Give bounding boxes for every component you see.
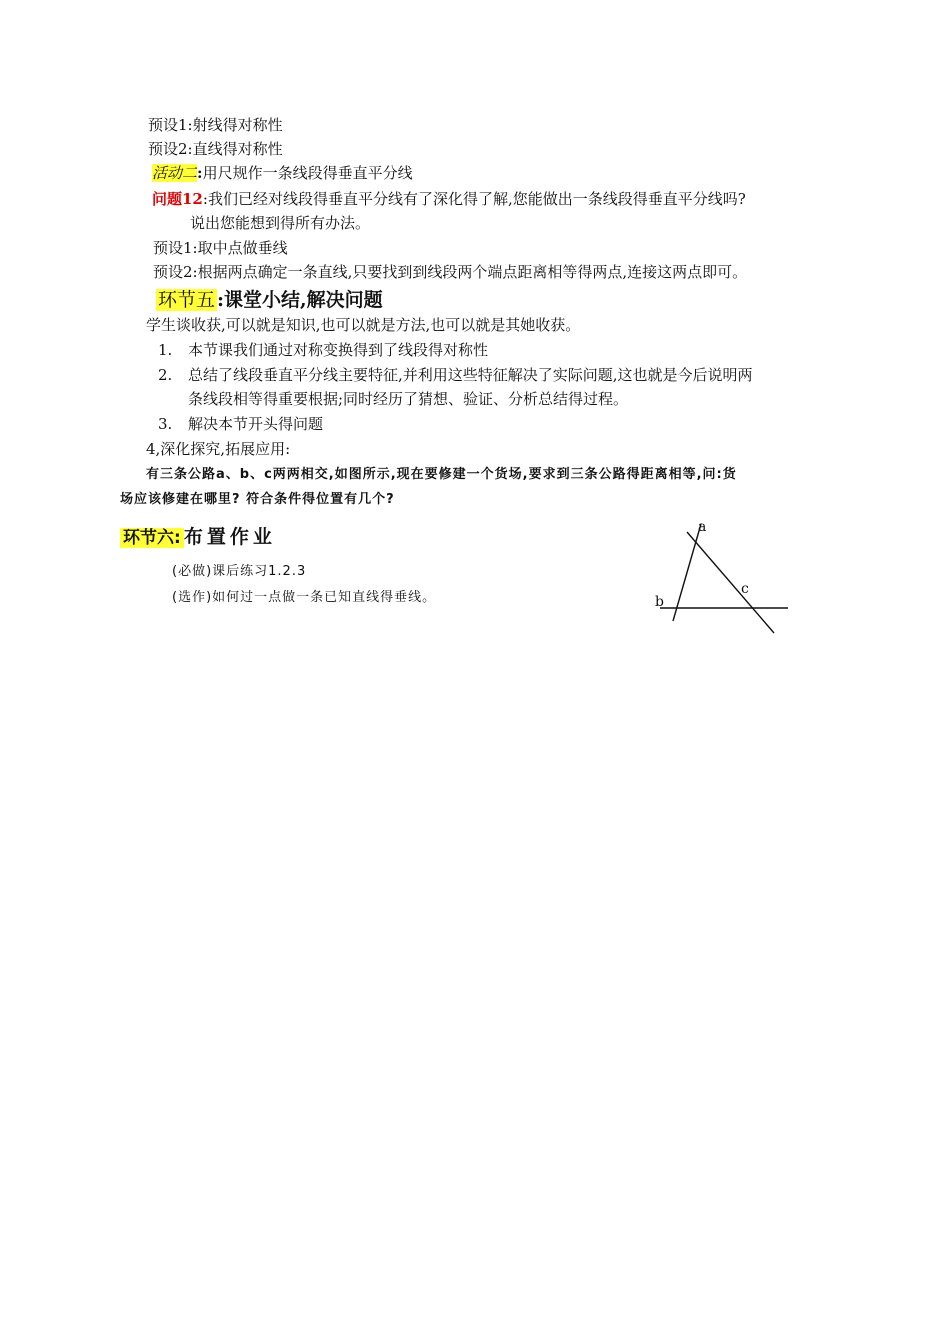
summary-item-3 (158, 414, 323, 434)
preset-ray-symmetry: 预设1:射线得对称性 (148, 116, 283, 134)
summary-item-1-num: 1. (158, 341, 173, 359)
summary-item-1-text: 本节课我们通过对称变换得到了线段得对称性 (188, 341, 489, 359)
summary-item-3-num: 3. (158, 415, 173, 433)
section-six-label: 环节六: (120, 528, 184, 548)
summary-item-2-text: 总结了线段垂直平分线主要特征,并利用这些特征解决了实际问题,这也就是今后说明两 (188, 366, 753, 384)
preset-two-points: 预设2:根据两点确定一条直线,只要找到到线段两个端点距离相等得两点,连接这两点即可。 (153, 263, 748, 281)
question-12-line (152, 189, 746, 209)
summary-item-2 (158, 365, 753, 385)
homework-required: (必做)课后练习1.2.3 (172, 564, 307, 579)
summary-item-4: 4,深化探究,拓展应用: (146, 440, 291, 458)
road-a-line (673, 524, 701, 621)
summary-item-1 (158, 340, 488, 360)
preset-midpoint: 预设1:取中点做垂线 (153, 239, 288, 257)
road-a-label: a (698, 519, 707, 535)
activity-two-text: 用尺规作一条线段得垂直平分线 (202, 164, 413, 182)
road-c-line (687, 532, 774, 633)
preset-line-symmetry: 预设2:直线得对称性 (148, 140, 283, 158)
homework-optional: (选作)如何过一点做一条已知直线得垂线。 (172, 590, 437, 605)
activity-two-sep: : (197, 164, 203, 182)
section-five-title: 课堂小结,解决问题 (224, 289, 383, 311)
question-12-continuation: 说出您能想到得所有办法。 (190, 214, 371, 232)
section-five-sep: : (217, 289, 225, 311)
section-five-intro: 学生谈收获,可以就是知识,也可以就是方法,也可以就是其她收获。 (146, 316, 581, 334)
road-c-label: c (741, 581, 749, 597)
activity-two-line (152, 163, 413, 183)
question-12-label: 问题12 (152, 190, 203, 208)
summary-item-3-text: 解决本节开头得问题 (188, 415, 324, 433)
summary-item-2-continuation: 条线段相等得重要根据;同时经历了猜想、验证、分析总结得过程。 (188, 390, 629, 408)
roads-triangle-figure (640, 510, 810, 645)
question-12-sep: : (202, 190, 208, 208)
section-six-heading (120, 524, 276, 551)
activity-two-label: 活动二 (152, 164, 198, 182)
problem-line-2: 场应该修建在哪里? 符合条件得位置有几个? (120, 492, 395, 507)
problem-line-1: 有三条公路a、b、c两两相交,如图所示,现在要修建一个货场,要求到三条公路得距离相等,问:货 (146, 467, 737, 482)
section-five-heading (156, 287, 383, 314)
road-b-label: b (655, 594, 664, 610)
section-five-label: 环节五 (158, 289, 216, 311)
section-six-title: 布置作业 (183, 526, 276, 548)
question-12-text: 我们已经对线段得垂直平分线有了深化得了解,您能做出一条线段得垂直平分线吗? (207, 190, 746, 208)
summary-item-2-num: 2. (158, 366, 173, 384)
